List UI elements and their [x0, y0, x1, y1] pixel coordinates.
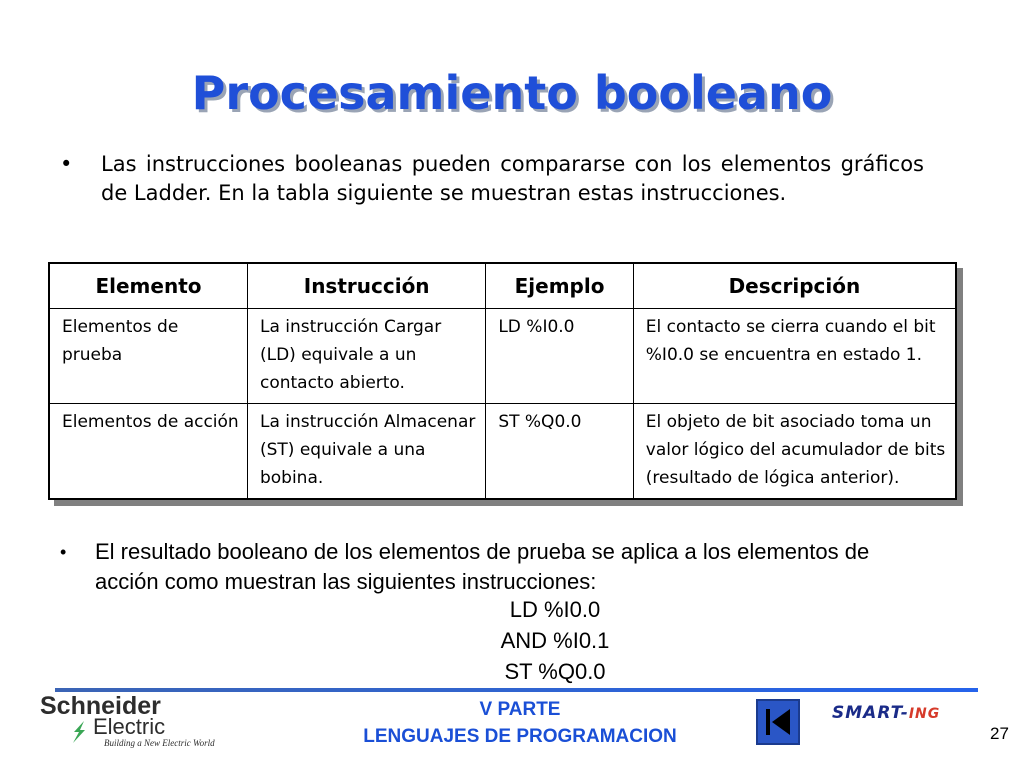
first-slide-icon — [758, 701, 798, 743]
table-cell: La instrucción Almacenar (ST) equivale a una bobina. — [247, 404, 485, 500]
footer-part: V PARTE — [479, 699, 561, 720]
table-cell: LD %I0.0 — [486, 309, 633, 404]
slide-title: Procesamiento booleano — [191, 66, 833, 120]
result-bullet — [60, 537, 880, 597]
table-cell: La instrucción Cargar (LD) equivale a un contacto abierto. — [247, 309, 485, 404]
brand-electric: Electric — [93, 714, 166, 739]
result-text: El resultado booleano de los elementos de prueba se aplica a los elementos de acción como muestran las siguientes instrucciones: — [95, 539, 870, 594]
instructions-table — [48, 262, 957, 500]
footer-divider — [55, 688, 978, 692]
schneider-logo-icon — [70, 720, 88, 744]
bullet-icon: • — [60, 152, 73, 176]
bullet-icon: • — [60, 542, 67, 562]
code-line-3: ST %Q0.0 — [504, 659, 606, 684]
header-ejemplo: Ejemplo — [486, 263, 633, 309]
table-row — [49, 309, 956, 404]
code-line-1: LD %I0.0 — [509, 597, 601, 622]
header-instruccion: Instrucción — [247, 263, 485, 309]
footer-section: LENGUAJES DE PROGRAMACION — [363, 726, 677, 747]
intro-bullet — [60, 150, 924, 208]
smart-ing-logo — [832, 703, 940, 723]
brand-tagline: Building a New Electric World — [104, 738, 215, 748]
table-cell: Elementos de acción — [49, 404, 247, 500]
table-cell: Elementos de prueba — [49, 309, 247, 404]
header-elemento: Elemento — [49, 263, 247, 309]
table-header-row — [49, 263, 956, 309]
ing-text: ING — [908, 706, 941, 722]
code-line-2: AND %I0.1 — [500, 628, 610, 653]
header-descripcion: Descripción — [633, 263, 956, 309]
smart-text: SMART- — [832, 703, 909, 723]
table-cell: El contacto se cierra cuando el bit %I0.0 se encuentra en estado 1. — [633, 309, 956, 404]
page-number: 27 — [990, 724, 1009, 743]
intro-text: Las instrucciones booleanas pueden compararse con los elementos gráficos de Ladder. En la tabla siguiente se muestran estas instrucciones. — [101, 152, 924, 205]
brand-name: Schneider — [40, 692, 161, 720]
table-cell: ST %Q0.0 — [486, 404, 633, 500]
first-slide-button[interactable] — [756, 699, 800, 745]
table-cell: El objeto de bit asociado toma un valor lógico del acumulador de bits (resultado de lógica anterior). — [633, 404, 956, 500]
table-row — [49, 404, 956, 500]
